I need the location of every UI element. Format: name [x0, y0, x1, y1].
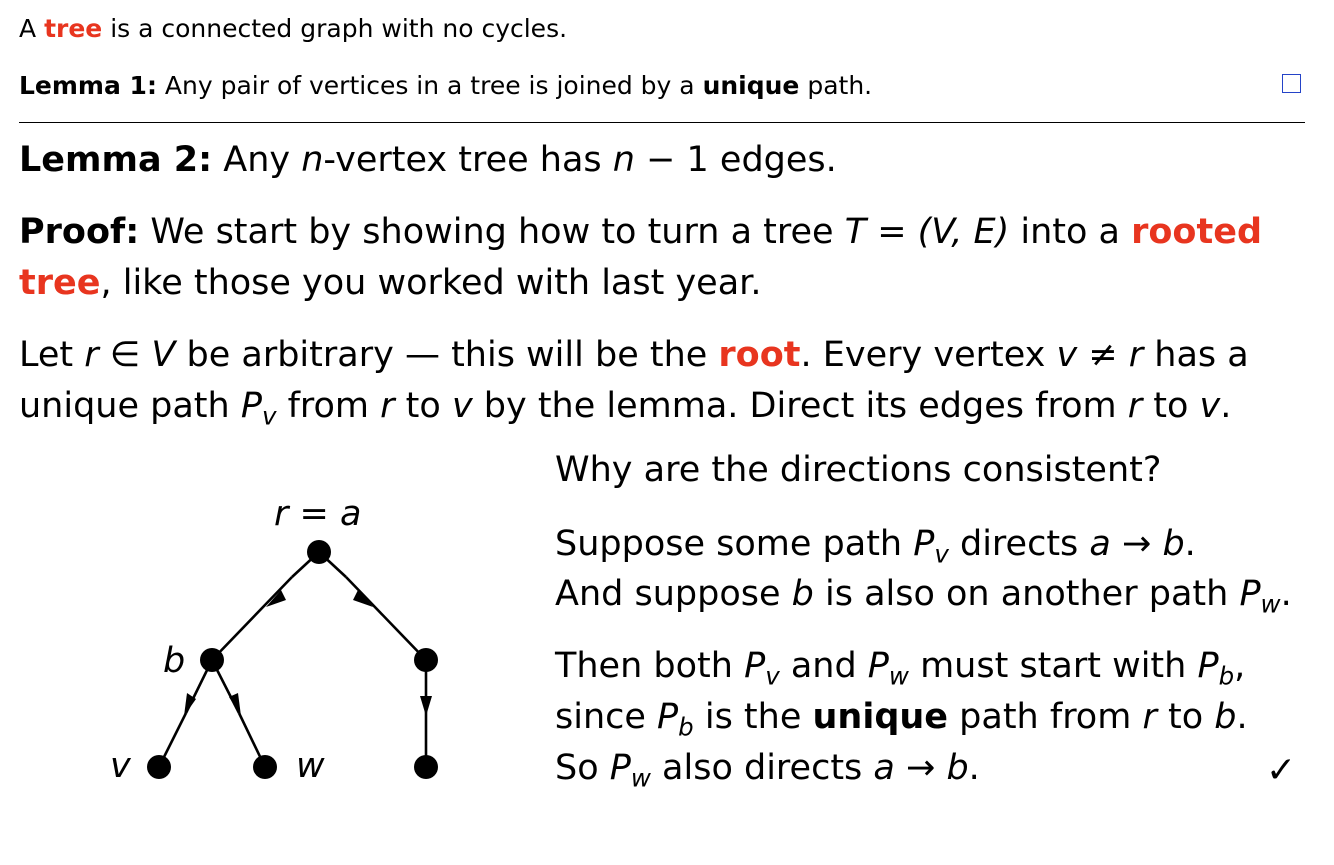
text: Then both: [555, 646, 745, 686]
math-v: v: [1056, 335, 1078, 375]
text: by the lemma. Direct its edges from: [472, 386, 1128, 426]
node-right: [414, 648, 438, 672]
term-rooted: rooted: [1131, 212, 1262, 252]
text: ≠: [1077, 335, 1129, 375]
text: We start by showing how to turn a tree: [139, 212, 845, 252]
text: must start with: [908, 646, 1198, 686]
math-sub: v: [765, 661, 780, 691]
term-tree: tree: [19, 263, 101, 303]
text: to: [394, 386, 452, 426]
text: path.: [799, 71, 873, 100]
text: .: [1280, 574, 1292, 614]
math-sub: v: [934, 539, 949, 569]
node-bottom-right: [414, 755, 438, 779]
math-b: b: [791, 574, 814, 614]
math-sub: w: [630, 763, 651, 793]
math-r: r: [1128, 335, 1144, 375]
label-v: v: [110, 746, 131, 786]
node-v: [147, 755, 171, 779]
math-P: P: [657, 697, 679, 737]
proof-label: Proof:: [19, 212, 140, 252]
text: into a: [1009, 212, 1132, 252]
edge-root-right-rest: [346, 577, 426, 660]
text: directs: [948, 524, 1090, 564]
text: − 1 edges.: [634, 140, 837, 180]
consistency-question: Why are the directions consistent?: [555, 450, 1162, 490]
math-P: P: [744, 646, 766, 686]
math-P: P: [867, 646, 889, 686]
math-sub: v: [261, 401, 277, 431]
text: And suppose: [555, 574, 792, 614]
math-P: P: [1197, 646, 1219, 686]
text: since: [555, 697, 658, 737]
math-v: v: [451, 386, 473, 426]
text: .: [968, 748, 980, 788]
math-V: V: [151, 335, 176, 375]
text: ,: [1234, 646, 1246, 686]
text: Any pair of vertices in a tree is joined by a: [156, 71, 703, 100]
checkmark-icon: ✓: [1266, 750, 1297, 791]
math-tree-tuple: T = (V, E): [844, 212, 1010, 252]
math-sub: w: [888, 661, 909, 691]
arrow: →: [894, 748, 947, 788]
node-root: [307, 540, 331, 564]
text: be arbitrary — this will be the: [175, 335, 719, 375]
math-b: b: [1214, 697, 1237, 737]
text: -vertex tree has: [323, 140, 613, 180]
text: .: [1184, 524, 1196, 564]
text: has a: [1143, 335, 1249, 375]
node-b: [200, 648, 224, 672]
text: path from: [948, 697, 1143, 737]
text: from: [276, 386, 381, 426]
label-w: w: [296, 746, 325, 786]
arrow: →: [1110, 524, 1163, 564]
text: Any: [212, 140, 302, 180]
text: is also on another path: [813, 574, 1240, 614]
bold-unique: unique: [812, 697, 949, 737]
term-tree: tree: [44, 14, 103, 43]
text: .: [1220, 386, 1232, 426]
arrowhead: [420, 696, 432, 716]
text: and: [779, 646, 868, 686]
math-r: r: [84, 335, 99, 375]
arrowhead: [229, 693, 241, 716]
label-root: r = a: [274, 494, 362, 534]
lemma-1-label: Lemma 1:: [19, 71, 157, 100]
math-P: P: [1239, 574, 1261, 614]
math-n: n: [301, 140, 324, 180]
lemma-2-label: Lemma 2:: [19, 140, 213, 180]
text: . Every vertex: [800, 335, 1057, 375]
math-n: n: [612, 140, 635, 180]
node-w: [253, 755, 277, 779]
text: unique path: [19, 386, 241, 426]
text: Suppose some path: [555, 524, 914, 564]
text: So: [555, 748, 610, 788]
math-r: r: [1142, 697, 1157, 737]
text: A: [19, 14, 45, 43]
math-P: P: [913, 524, 935, 564]
math-b: b: [946, 748, 969, 788]
term-root: root: [718, 335, 801, 375]
text: to: [1156, 697, 1215, 737]
math-r: r: [380, 386, 395, 426]
text: is the: [693, 697, 813, 737]
edge-root-b-rest: [212, 577, 292, 660]
label-b: b: [163, 641, 186, 681]
math-a: a: [1089, 524, 1111, 564]
text: .: [1236, 697, 1248, 737]
text: also directs: [650, 748, 874, 788]
math-sub: b: [678, 712, 694, 742]
text: Let: [19, 335, 85, 375]
text: to: [1142, 386, 1200, 426]
math-r: r: [1127, 386, 1143, 426]
math-a: a: [873, 748, 895, 788]
text: is a connected graph with no cycles.: [102, 14, 568, 43]
arrowhead: [353, 590, 373, 607]
math-sub: w: [1260, 589, 1281, 619]
math-P: P: [240, 386, 262, 426]
bold-unique: unique: [702, 71, 800, 100]
math-sub: b: [1218, 661, 1235, 691]
math-v: v: [1199, 386, 1221, 426]
math-b: b: [1162, 524, 1185, 564]
text: ∈: [98, 335, 152, 375]
text: , like those you worked with last year.: [100, 263, 762, 303]
math-P: P: [609, 748, 631, 788]
